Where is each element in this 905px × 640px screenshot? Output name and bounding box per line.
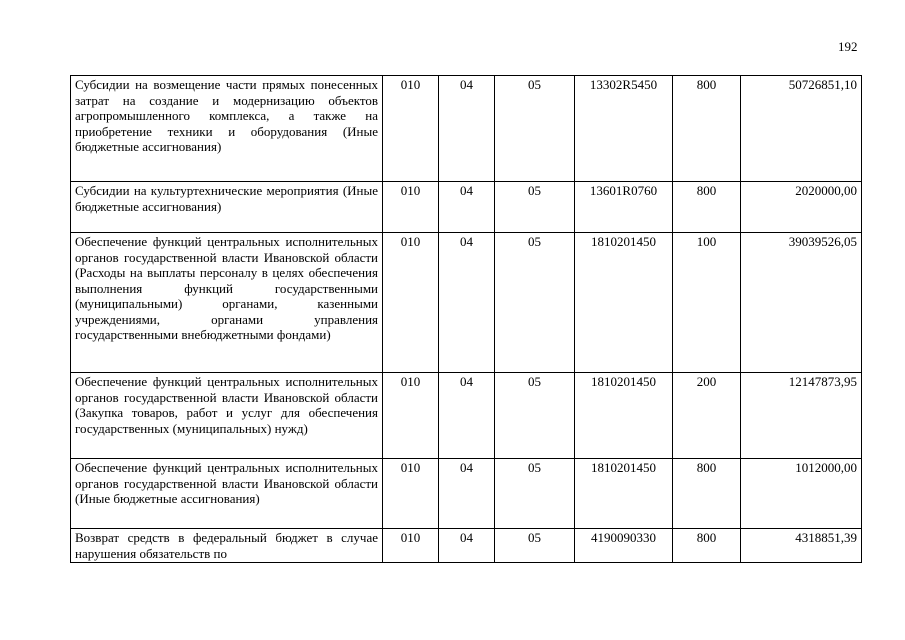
table-row: [71, 182, 862, 233]
subsection-cell: 05: [495, 529, 575, 563]
expense-type-cell: 800: [673, 182, 741, 233]
amount-cell: 39039526,05: [741, 233, 862, 373]
subsection-cell: 05: [495, 182, 575, 233]
amount-cell: 1012000,00: [741, 459, 862, 529]
expense-type-cell: 800: [673, 529, 741, 563]
table-row: [71, 76, 862, 182]
section-cell: 04: [439, 529, 495, 563]
table-row: [71, 529, 862, 563]
section-cell: 04: [439, 182, 495, 233]
amount-cell: 12147873,95: [741, 373, 862, 459]
ministry-code-cell: 010: [383, 182, 439, 233]
expense-name-cell: Субсидии на культуртехнические мероприятия (Иные бюджетные ассигнования): [71, 182, 383, 233]
target-article-cell: 1810201450: [575, 233, 673, 373]
expense-name-cell: Субсидии на возмещение части прямых понесенных затрат на создание и модернизацию объектов агропромышленного комплекса, а также на приобретение техники и оборудования (Иные бюджетные ассигнования): [71, 76, 383, 182]
target-article-cell: 13302R5450: [575, 76, 673, 182]
expense-type-cell: 800: [673, 459, 741, 529]
amount-cell: 2020000,00: [741, 182, 862, 233]
table-row: [71, 459, 862, 529]
section-cell: 04: [439, 373, 495, 459]
expense-name-cell: Обеспечение функций центральных исполнительных органов государственной власти Ивановской области (Иные бюджетные ассигнования): [71, 459, 383, 529]
ministry-code-cell: 010: [383, 76, 439, 182]
ministry-code-cell: 010: [383, 529, 439, 563]
amount-cell: 50726851,10: [741, 76, 862, 182]
expense-type-cell: 200: [673, 373, 741, 459]
subsection-cell: 05: [495, 233, 575, 373]
target-article-cell: 4190090330: [575, 529, 673, 563]
expense-type-cell: 800: [673, 76, 741, 182]
subsection-cell: 05: [495, 373, 575, 459]
section-cell: 04: [439, 459, 495, 529]
subsection-cell: 05: [495, 459, 575, 529]
expense-name-cell: Обеспечение функций центральных исполнительных органов государственной власти Ивановской области (Закупка товаров, работ и услуг для обеспечения государственных (муниципальных) нужд): [71, 373, 383, 459]
section-cell: 04: [439, 233, 495, 373]
section-cell: 04: [439, 76, 495, 182]
amount-cell: 4318851,39: [741, 529, 862, 563]
expense-type-cell: 100: [673, 233, 741, 373]
budget-table: [70, 75, 862, 563]
table-row: [71, 233, 862, 373]
ministry-code-cell: 010: [383, 233, 439, 373]
target-article-cell: 1810201450: [575, 459, 673, 529]
ministry-code-cell: 010: [383, 373, 439, 459]
target-article-cell: 1810201450: [575, 373, 673, 459]
expense-name-cell: Обеспечение функций центральных исполнительных органов государственной власти Ивановской области (Расходы на выплаты персоналу в целях обеспечения выполнения функций государственными (муниципальными) органами, казенными учреждениями, органами управления государственными внебюджетными фондами): [71, 233, 383, 373]
expense-name-cell: Возврат средств в федеральный бюджет в случае нарушения обязательств по: [71, 529, 383, 563]
table-row: [71, 373, 862, 459]
page-number: 192: [838, 39, 858, 54]
subsection-cell: 05: [495, 76, 575, 182]
target-article-cell: 13601R0760: [575, 182, 673, 233]
ministry-code-cell: 010: [383, 459, 439, 529]
